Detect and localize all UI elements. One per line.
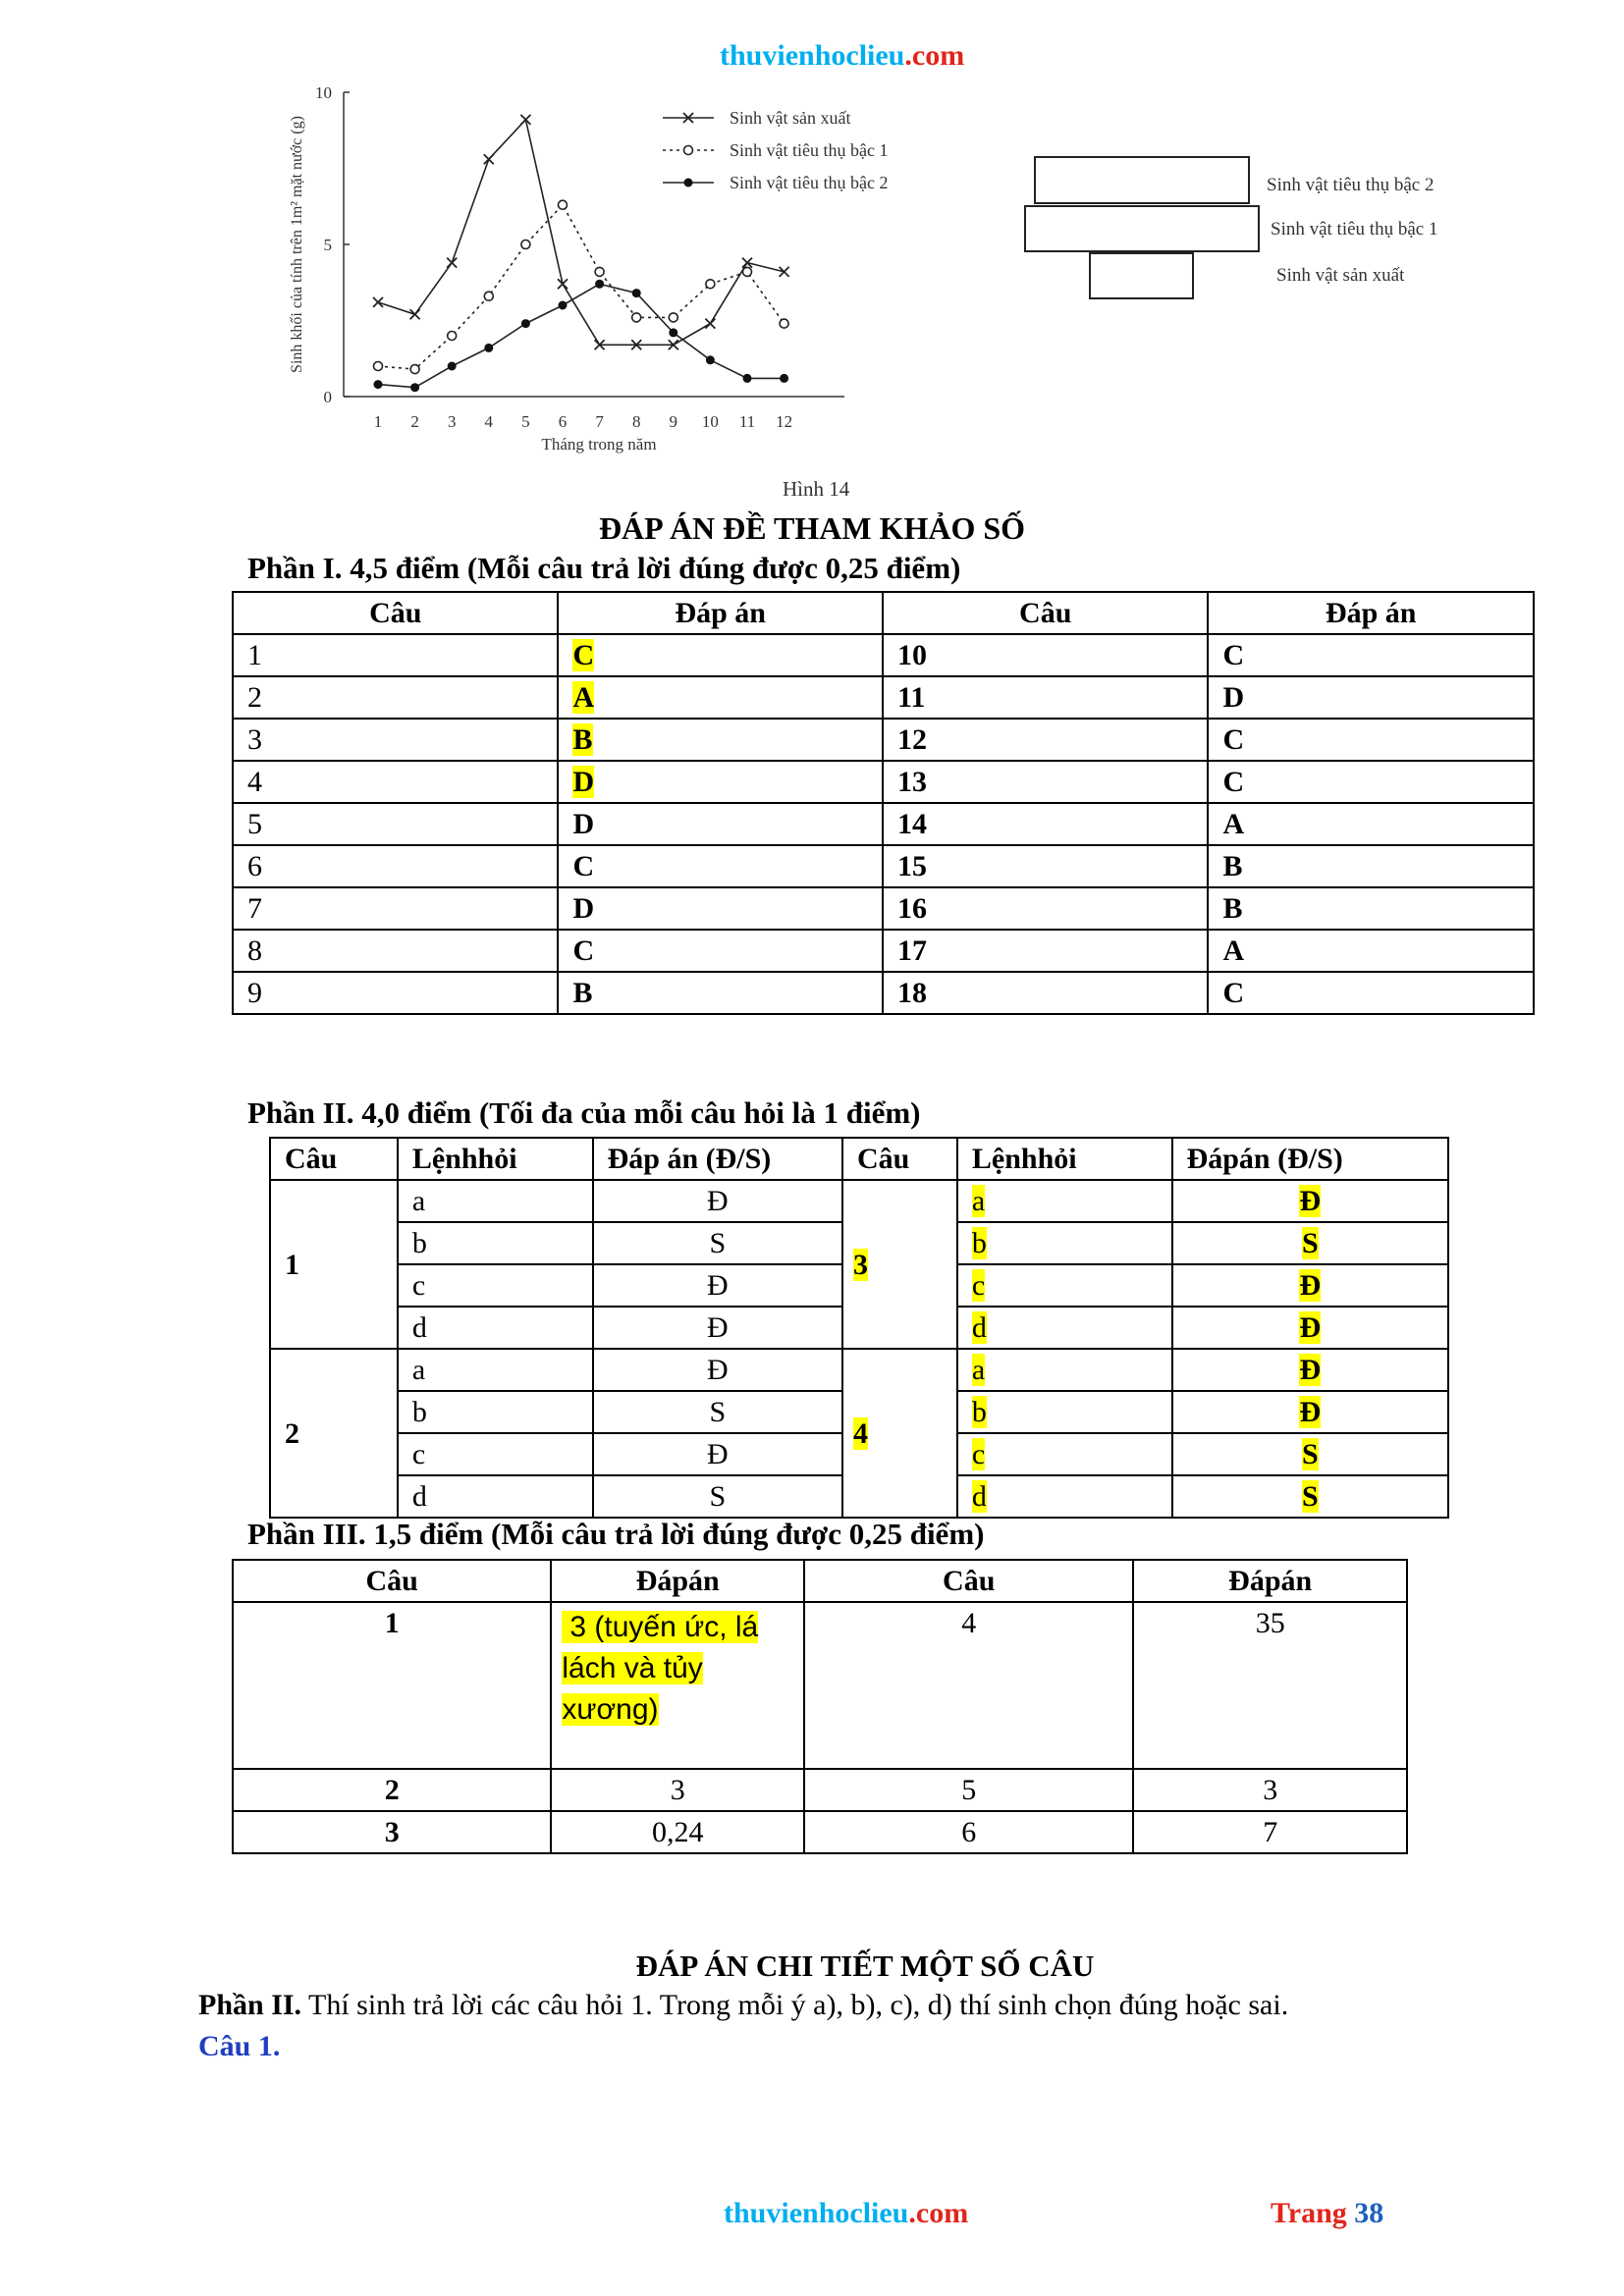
part1-table-body [233, 634, 1534, 1014]
question-number: 7 [233, 887, 558, 930]
part2-table [269, 1137, 1449, 1519]
answer-line: xương) [562, 1693, 659, 1726]
series-line [378, 284, 785, 387]
question-number: 13 [883, 761, 1208, 803]
site-domain-part: .com [908, 2197, 969, 2229]
answer-highlight: S [1301, 1480, 1319, 1513]
pyramid-bar-consumer1 [1025, 206, 1259, 251]
data-point [447, 258, 457, 268]
pyramid-bar-producer [1090, 253, 1193, 298]
x-tick-label: 8 [631, 412, 641, 431]
prompt-letter [957, 1475, 1172, 1518]
answer-cell: B [1208, 887, 1534, 930]
x-tick-label: 7 [595, 412, 604, 431]
answer-highlight: a [971, 1354, 986, 1386]
x-tick-label: 2 [410, 412, 419, 431]
data-point [410, 383, 419, 392]
x-tick-label: 5 [521, 412, 530, 431]
answer-cell: 3 [1133, 1769, 1407, 1811]
question-number: 4 [804, 1602, 1133, 1769]
answer-cell: A [1208, 803, 1534, 845]
column-header: Lệnhhỏi [957, 1138, 1172, 1180]
answer-line: lách và tủy [562, 1652, 703, 1684]
answer-cell: D [558, 887, 883, 930]
table-header-row [270, 1138, 1448, 1180]
answer-cell: 7 [1133, 1811, 1407, 1853]
question-number: 10 [883, 634, 1208, 676]
data-point [669, 328, 677, 337]
answer-cell [1172, 1222, 1448, 1264]
answer-cell [558, 761, 883, 803]
answer-cell: 35 [1133, 1602, 1407, 1769]
answer-cell: Đ [593, 1264, 842, 1307]
table-row [233, 1602, 1407, 1769]
answer-highlight: 3 [853, 1248, 869, 1281]
x-tick-label: 9 [669, 412, 678, 431]
answer-highlight: S [1301, 1227, 1319, 1259]
data-point [374, 362, 383, 371]
answer-highlight: Đ [1299, 1185, 1322, 1217]
prompt-letter: a [398, 1180, 593, 1222]
question-number: 2 [233, 676, 558, 719]
table-row [233, 676, 1534, 719]
answer-cell [551, 1602, 804, 1769]
answer-cell [558, 719, 883, 761]
answer-highlight: Đ [1299, 1354, 1322, 1386]
prompt-letter: b [398, 1222, 593, 1264]
data-point [559, 301, 568, 310]
column-header: Đápán [1133, 1560, 1407, 1602]
answer-highlight: c [971, 1269, 986, 1302]
data-point [669, 313, 677, 322]
answer-highlight: b [971, 1396, 987, 1428]
question-number: 17 [883, 930, 1208, 972]
question-number: 6 [233, 845, 558, 887]
prompt-letter [957, 1433, 1172, 1475]
y-tick-label: 10 [315, 83, 332, 102]
footer-site-name [724, 2197, 968, 2230]
prompt-letter [957, 1307, 1172, 1349]
data-point [410, 365, 419, 374]
table-row [270, 1349, 1448, 1391]
data-point [780, 319, 788, 328]
series-line [378, 205, 785, 369]
page-label: Trang [1271, 2197, 1347, 2229]
table-header-row [233, 1560, 1407, 1602]
page-title: ĐÁP ÁN ĐỀ THAM KHẢO SỐ [598, 510, 1026, 546]
answer-highlight: d [971, 1480, 987, 1513]
answer-line: 3 (tuyến ức, lá [562, 1611, 758, 1643]
column-header: Đáp án [1208, 592, 1534, 634]
table-row [233, 634, 1534, 676]
detail-part-label: Phần II. [198, 1989, 302, 2021]
question-number: 18 [883, 972, 1208, 1014]
answer-cell: C [558, 930, 883, 972]
header-site-name [720, 39, 964, 73]
part3-table [232, 1559, 1408, 1854]
data-point [632, 289, 641, 297]
x-tick-label: 11 [738, 412, 756, 431]
x-tick-label: 12 [776, 412, 793, 431]
column-header: Đáp án [558, 592, 883, 634]
answer-cell: Đ [593, 1180, 842, 1222]
answer-cell: Đ [593, 1307, 842, 1349]
data-point [521, 319, 530, 328]
prompt-letter [957, 1264, 1172, 1307]
data-point [705, 319, 715, 329]
answer-cell: S [593, 1391, 842, 1433]
answer-cell [558, 634, 883, 676]
answer-highlight: A [572, 681, 595, 714]
site-name-part: thuvienhoclieu [720, 39, 905, 72]
answer-cell [1172, 1264, 1448, 1307]
data-point [706, 355, 715, 364]
answer-cell [1172, 1307, 1448, 1349]
site-domain-part: .com [904, 39, 965, 72]
question-number: 11 [883, 676, 1208, 719]
question-number: 3 [233, 1811, 551, 1853]
legend-label: Sinh vật tiêu thụ bậc 2 [730, 173, 889, 192]
answer-cell [1172, 1475, 1448, 1518]
question-number [842, 1349, 957, 1518]
pyramid-label-consumer2: Sinh vật tiêu thụ bậc 2 [1267, 175, 1435, 195]
question-number: 15 [883, 845, 1208, 887]
answer-cell [1172, 1180, 1448, 1222]
data-point [374, 380, 383, 389]
part3-heading: Phần III. 1,5 điểm (Mỗi câu trả lời đúng được 0,25 điểm) [247, 1517, 985, 1551]
prompt-letter [957, 1222, 1172, 1264]
data-point [780, 374, 788, 383]
prompt-letter: b [398, 1391, 593, 1433]
answer-cell: C [1208, 761, 1534, 803]
answer-cell [1172, 1391, 1448, 1433]
x-tick-label: 10 [701, 412, 719, 431]
data-point [373, 297, 383, 307]
answer-cell: C [1208, 972, 1534, 1014]
table-row [233, 803, 1534, 845]
answer-cell: Đ [593, 1433, 842, 1475]
answer-cell: C [1208, 634, 1534, 676]
question-number: 4 [233, 761, 558, 803]
answer-cell [558, 676, 883, 719]
question-number: 6 [804, 1811, 1133, 1853]
legend-label: Sinh vật sản xuất [730, 108, 851, 128]
answer-highlight: S [1301, 1438, 1319, 1470]
column-header: Lệnhhỏi [398, 1138, 593, 1180]
data-point [595, 267, 604, 276]
prompt-letter: c [398, 1264, 593, 1307]
question-number: 1 [270, 1180, 398, 1349]
answer-highlight: c [971, 1438, 986, 1470]
biomass-line-chart [275, 79, 992, 471]
series-line [378, 120, 785, 345]
legend-label: Sinh vật tiêu thụ bậc 1 [730, 140, 889, 160]
site-name-part: thuvienhoclieu [724, 2197, 909, 2229]
prompt-letter: a [398, 1349, 593, 1391]
answer-highlight: B [572, 723, 593, 756]
pyramid-label-producer: Sinh vật sản xuất [1276, 265, 1405, 286]
question-number: 5 [233, 803, 558, 845]
answer-cell: B [558, 972, 883, 1014]
answer-highlight: Đ [1299, 1396, 1322, 1428]
pyramid-label-consumer1: Sinh vật tiêu thụ bậc 1 [1271, 219, 1438, 240]
answer-highlight: C [572, 639, 595, 671]
column-header: Câu [842, 1138, 957, 1180]
prompt-letter [957, 1391, 1172, 1433]
answer-cell [1172, 1349, 1448, 1391]
detail-part-text: Thí sinh trả lời các câu hỏi 1. Trong mỗi ý a), b), c), d) thí sinh chọn đúng hoặc sai. [301, 1989, 1289, 2021]
detail-question-label: Câu 1. [198, 2030, 281, 2062]
prompt-letter: d [398, 1475, 593, 1518]
answer-highlight: Đ [1299, 1269, 1322, 1302]
table-header-row [233, 592, 1534, 634]
data-point [484, 292, 493, 300]
answer-highlight: d [971, 1311, 987, 1344]
table-row [233, 1769, 1407, 1811]
legend-marker [684, 146, 693, 155]
part1-table [232, 591, 1535, 1015]
data-point [448, 332, 457, 341]
data-point [743, 267, 752, 276]
data-point [448, 362, 457, 371]
column-header: Đápán (Đ/S) [1172, 1138, 1448, 1180]
answer-cell: C [1208, 719, 1534, 761]
answer-highlight: D [572, 766, 595, 798]
ecological-pyramid [1011, 147, 1473, 304]
y-tick-label: 5 [323, 236, 332, 254]
part1-heading: Phần I. 4,5 điểm (Mỗi câu trả lời đúng được 0,25 điểm) [247, 551, 961, 585]
table-row [233, 719, 1534, 761]
legend-marker [684, 179, 693, 187]
data-point [780, 267, 789, 277]
page-number [1271, 2197, 1383, 2230]
column-header: Câu [883, 592, 1208, 634]
x-tick-label: 3 [447, 412, 457, 431]
x-axis-label: Tháng trong năm [541, 435, 657, 454]
detail-paragraph [198, 1989, 1288, 2022]
table-row [270, 1180, 1448, 1222]
detail-title: ĐÁP ÁN CHI TIẾT MỘT SỐ CÂU [635, 1949, 1095, 1983]
data-point [484, 344, 493, 352]
table-row [233, 930, 1534, 972]
question-number: 16 [883, 887, 1208, 930]
x-tick-label: 1 [373, 412, 383, 431]
answer-cell: Đ [593, 1349, 842, 1391]
answer-cell: D [1208, 676, 1534, 719]
question-number: 9 [233, 972, 558, 1014]
figure-caption: Hình 14 [783, 477, 850, 501]
data-point [484, 154, 494, 164]
question-number: 8 [233, 930, 558, 972]
data-point [595, 280, 604, 289]
y-tick-label: 0 [323, 388, 332, 406]
column-header: Câu [233, 592, 558, 634]
column-header: Đáp án (Đ/S) [593, 1138, 842, 1180]
table-row [233, 972, 1534, 1014]
answer-cell: C [558, 845, 883, 887]
answer-cell: D [558, 803, 883, 845]
prompt-letter [957, 1349, 1172, 1391]
column-header: Câu [270, 1138, 398, 1180]
x-tick-label: 6 [558, 412, 568, 431]
x-tick-label: 4 [484, 412, 494, 431]
answer-cell [1172, 1433, 1448, 1475]
data-point [743, 374, 752, 383]
answer-cell: 0,24 [551, 1811, 804, 1853]
table-row [233, 761, 1534, 803]
data-point [521, 240, 530, 249]
data-point [410, 309, 420, 319]
answer-cell: 3 [551, 1769, 804, 1811]
answer-highlight: b [971, 1227, 987, 1259]
data-point [559, 200, 568, 209]
part2-table-body [270, 1180, 1448, 1518]
prompt-letter [957, 1180, 1172, 1222]
data-point [742, 258, 752, 268]
question-number: 2 [233, 1769, 551, 1811]
answer-highlight: 4 [853, 1416, 869, 1450]
table-row [233, 887, 1534, 930]
question-number [842, 1180, 957, 1349]
table-row [233, 845, 1534, 887]
data-point [632, 313, 641, 322]
answer-cell: S [593, 1475, 842, 1518]
answer-cell: A [1208, 930, 1534, 972]
answer-highlight: a [971, 1185, 986, 1217]
question-number: 12 [883, 719, 1208, 761]
prompt-letter: d [398, 1307, 593, 1349]
column-header: Câu [233, 1560, 551, 1602]
data-point [706, 280, 715, 289]
question-number: 1 [233, 634, 558, 676]
page-number-value: 38 [1354, 2197, 1384, 2229]
column-header: Câu [804, 1560, 1133, 1602]
answer-cell: B [1208, 845, 1534, 887]
question-number: 14 [883, 803, 1208, 845]
answer-highlight: Đ [1299, 1311, 1322, 1344]
question-number: 1 [233, 1602, 551, 1769]
y-axis-label: Sinh khối của tính trên 1m² mặt nước (g) [289, 116, 305, 373]
pyramid-bar-consumer2 [1035, 157, 1249, 203]
question-number: 2 [270, 1349, 398, 1518]
question-number: 5 [804, 1769, 1133, 1811]
part3-table-body [233, 1769, 1407, 1853]
column-header: Đápán [551, 1560, 804, 1602]
question-number: 3 [233, 719, 558, 761]
answer-cell: S [593, 1222, 842, 1264]
prompt-letter: c [398, 1433, 593, 1475]
table-row [233, 1811, 1407, 1853]
part2-heading: Phần II. 4,0 điểm (Tối đa của mỗi câu hỏi là 1 điểm) [247, 1095, 921, 1130]
